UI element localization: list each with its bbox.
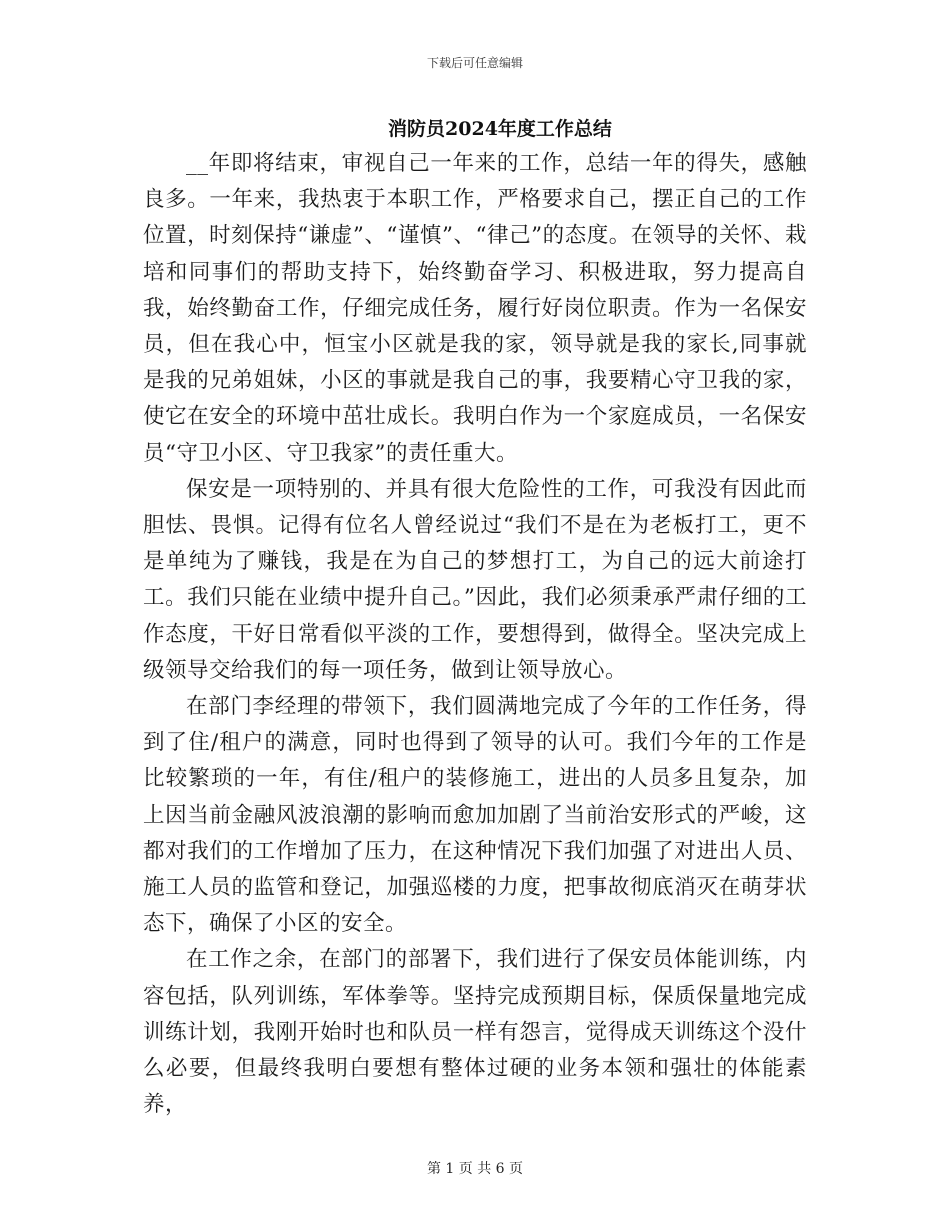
page-number: 第 1 页 共 6 页 xyxy=(426,1161,524,1177)
paragraph: __年即将结束，审视自己一年来的工作，总结一年的得失，感触良多。一年来，我热衷于本职工作，严格要求自己，摆正自己的工作位置，时刻保持“谦虚”、“谨慎”、“律己”的态度。在领导的关怀、栽培和同事们的帮助支持下，始终勤奋学习、积极进取，努力提高自我，始终勤奋工作，仔细完成任务，履行好岗位职责。作为一名保安员，但在我心中，恒宝小区就是我的家，领导就是我的家长,同事就是我的兄弟姐妹，小区的事就是我自己的事，我要精心守卫我的家，使它在安全的环境中茁壮成长。我明白作为一个家庭成员，一名保安员“守卫小区、守卫我家”的责任重大。 xyxy=(143,151,807,466)
paragraph: 在部门李经理的带领下，我们圆满地完成了今年的工作任务，得到了住/租户的满意，同时也得到了领导的认可。我们今年的工作是比较繁琐的一年，有住/租户的装修施工，进出的人员多且复杂，加上因当前金融风波浪潮的影响而愈加加剧了当前治安形式的严峻，这都对我们的工作增加了压力，在这种情况下我们加强了对进出人员、施工人员的监管和登记，加强巡楼的力度，把事故彻底消灭在萌芽状态下，确保了小区的安全。 xyxy=(143,694,807,937)
header-note: 下载后可任意编辑 xyxy=(426,56,523,70)
paragraph: 保安是一项特别的、并具有很大危险性的工作，可我没有因此而胆怯、畏惧。记得有位名人曾经说过“我们不是在为老板打工，更不是单纯为了赚钱，我是在为自己的梦想打工，为自己的远大前途打工。我们只能在业绩中提升自己。”因此，我们必须秉承严肃仔细的工作态度，干好日常看似平淡的工作，要想得到，做得全。坚决完成上级领导交给我们的每一项任务，做到让领导放心。 xyxy=(143,476,807,683)
document-title: 消防员2024年度工作总结 xyxy=(388,118,612,140)
paragraph: 在工作之余，在部门的部署下，我们进行了保安员体能训练，内容包括，队列训练，军体拳等。坚持完成预期目标，保质保量地完成训练计划，我刚开始时也和队员一样有怨言，觉得成天训练这个没什么必要，但最终我明白要想有整体过硬的业务本领和强壮的体能素养， xyxy=(143,947,807,1118)
document-body xyxy=(143,146,807,1123)
